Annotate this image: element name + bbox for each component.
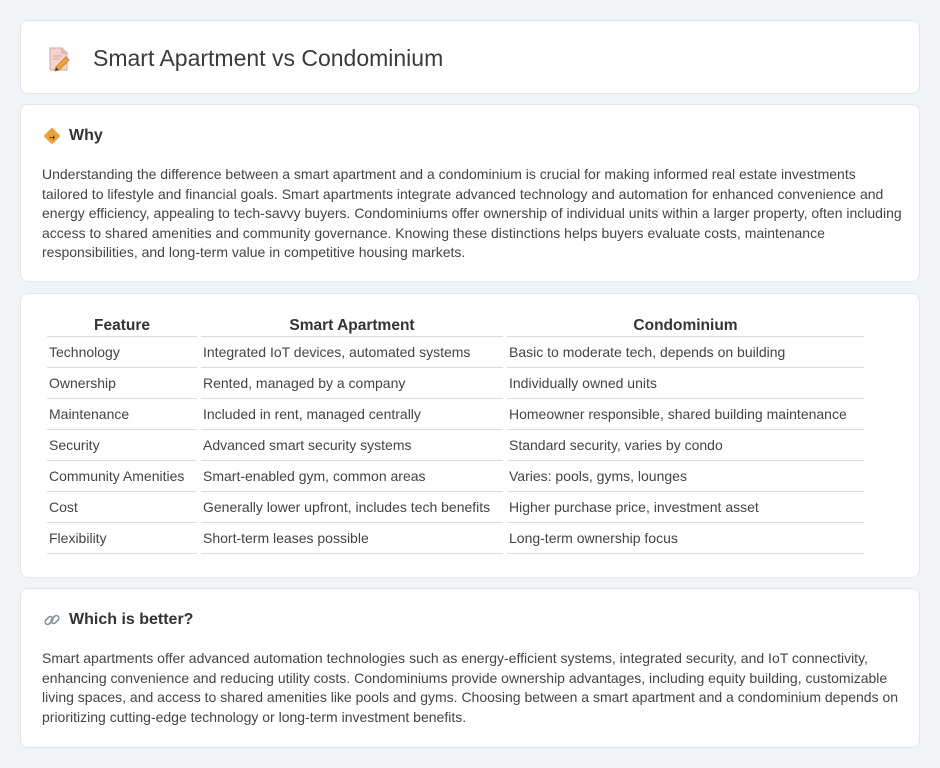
table-cell: Standard security, varies by condo — [507, 430, 864, 461]
which-better-card — [20, 588, 920, 748]
better-heading-row — [43, 611, 193, 629]
comparison-card — [20, 293, 920, 578]
table-cell: Integrated IoT devices, automated systems — [201, 337, 503, 368]
diamond-sign-icon — [43, 127, 61, 145]
document-pencil-icon — [47, 46, 71, 72]
table-cell: Smart-enabled gym, common areas — [201, 461, 503, 492]
why-heading-row — [43, 127, 103, 145]
table-cell: Generally lower upfront, includes tech benefits — [201, 492, 503, 523]
column-header-feature: Feature — [47, 316, 197, 337]
page-title: Smart Apartment vs Condominium — [93, 45, 444, 71]
table-cell: Advanced smart security systems — [201, 430, 503, 461]
table-row — [47, 492, 864, 523]
table-row — [47, 430, 864, 461]
table-cell: Long-term ownership focus — [507, 523, 864, 554]
table-cell: Included in rent, managed centrally — [201, 399, 503, 430]
table-cell: Higher purchase price, investment asset — [507, 492, 864, 523]
table-cell: Flexibility — [47, 523, 197, 554]
why-card — [20, 104, 920, 282]
column-header-smart-apartment: Smart Apartment — [201, 316, 503, 337]
table-cell: Individually owned units — [507, 368, 864, 399]
title-card — [20, 20, 920, 94]
table-row — [47, 461, 864, 492]
table-cell: Community Amenities — [47, 461, 197, 492]
better-heading: Which is better? — [69, 611, 194, 628]
table-header-row — [47, 316, 864, 337]
comparison-table — [43, 316, 868, 554]
table-cell: Ownership — [47, 368, 197, 399]
table-cell: Homeowner responsible, shared building maintenance — [507, 399, 864, 430]
why-paragraph: Understanding the difference between a smart apartment and a condominium is crucial for making informed real estate investments tailored to lifestyle and financial goals. Smart apartments integrate advanced technology and automation for enhanced convenience and energy efficiency, appealing to tech-savvy buyers. Condominiums offer ownership of individual units within a larger property, often including access to shared amenities and community governance. Knowing these distinctions helps buyers evaluate costs, maintenance responsibilities, and long-term value in competitive housing markets. — [42, 166, 902, 261]
better-paragraph: Smart apartments offer advanced automation technologies such as energy-efficient systems, integrated security, and IoT connectivity, enhancing convenience and reducing utility costs. Condominiums provide ownership advantages, including equity building, customizable living spaces, and access to shared amenities like pools and gyms. Choosing between a smart apartment and a condominium depends on prioritizing cutting-edge technology or long-term investment benefits. — [42, 650, 899, 725]
table-cell: Technology — [47, 337, 197, 368]
why-heading: Why — [69, 127, 103, 144]
table-row — [47, 399, 864, 430]
table-row — [47, 368, 864, 399]
table-cell: Security — [47, 430, 197, 461]
table-cell: Cost — [47, 492, 197, 523]
column-header-condominium: Condominium — [507, 316, 864, 337]
title-bar — [47, 45, 443, 72]
table-cell: Rented, managed by a company — [201, 368, 503, 399]
table-cell: Maintenance — [47, 399, 197, 430]
table-row — [47, 523, 864, 554]
link-icon — [43, 611, 61, 629]
table-cell: Varies: pools, gyms, lounges — [507, 461, 864, 492]
table-row — [47, 337, 864, 368]
table-cell: Short-term leases possible — [201, 523, 503, 554]
table-cell: Basic to moderate tech, depends on building — [507, 337, 864, 368]
